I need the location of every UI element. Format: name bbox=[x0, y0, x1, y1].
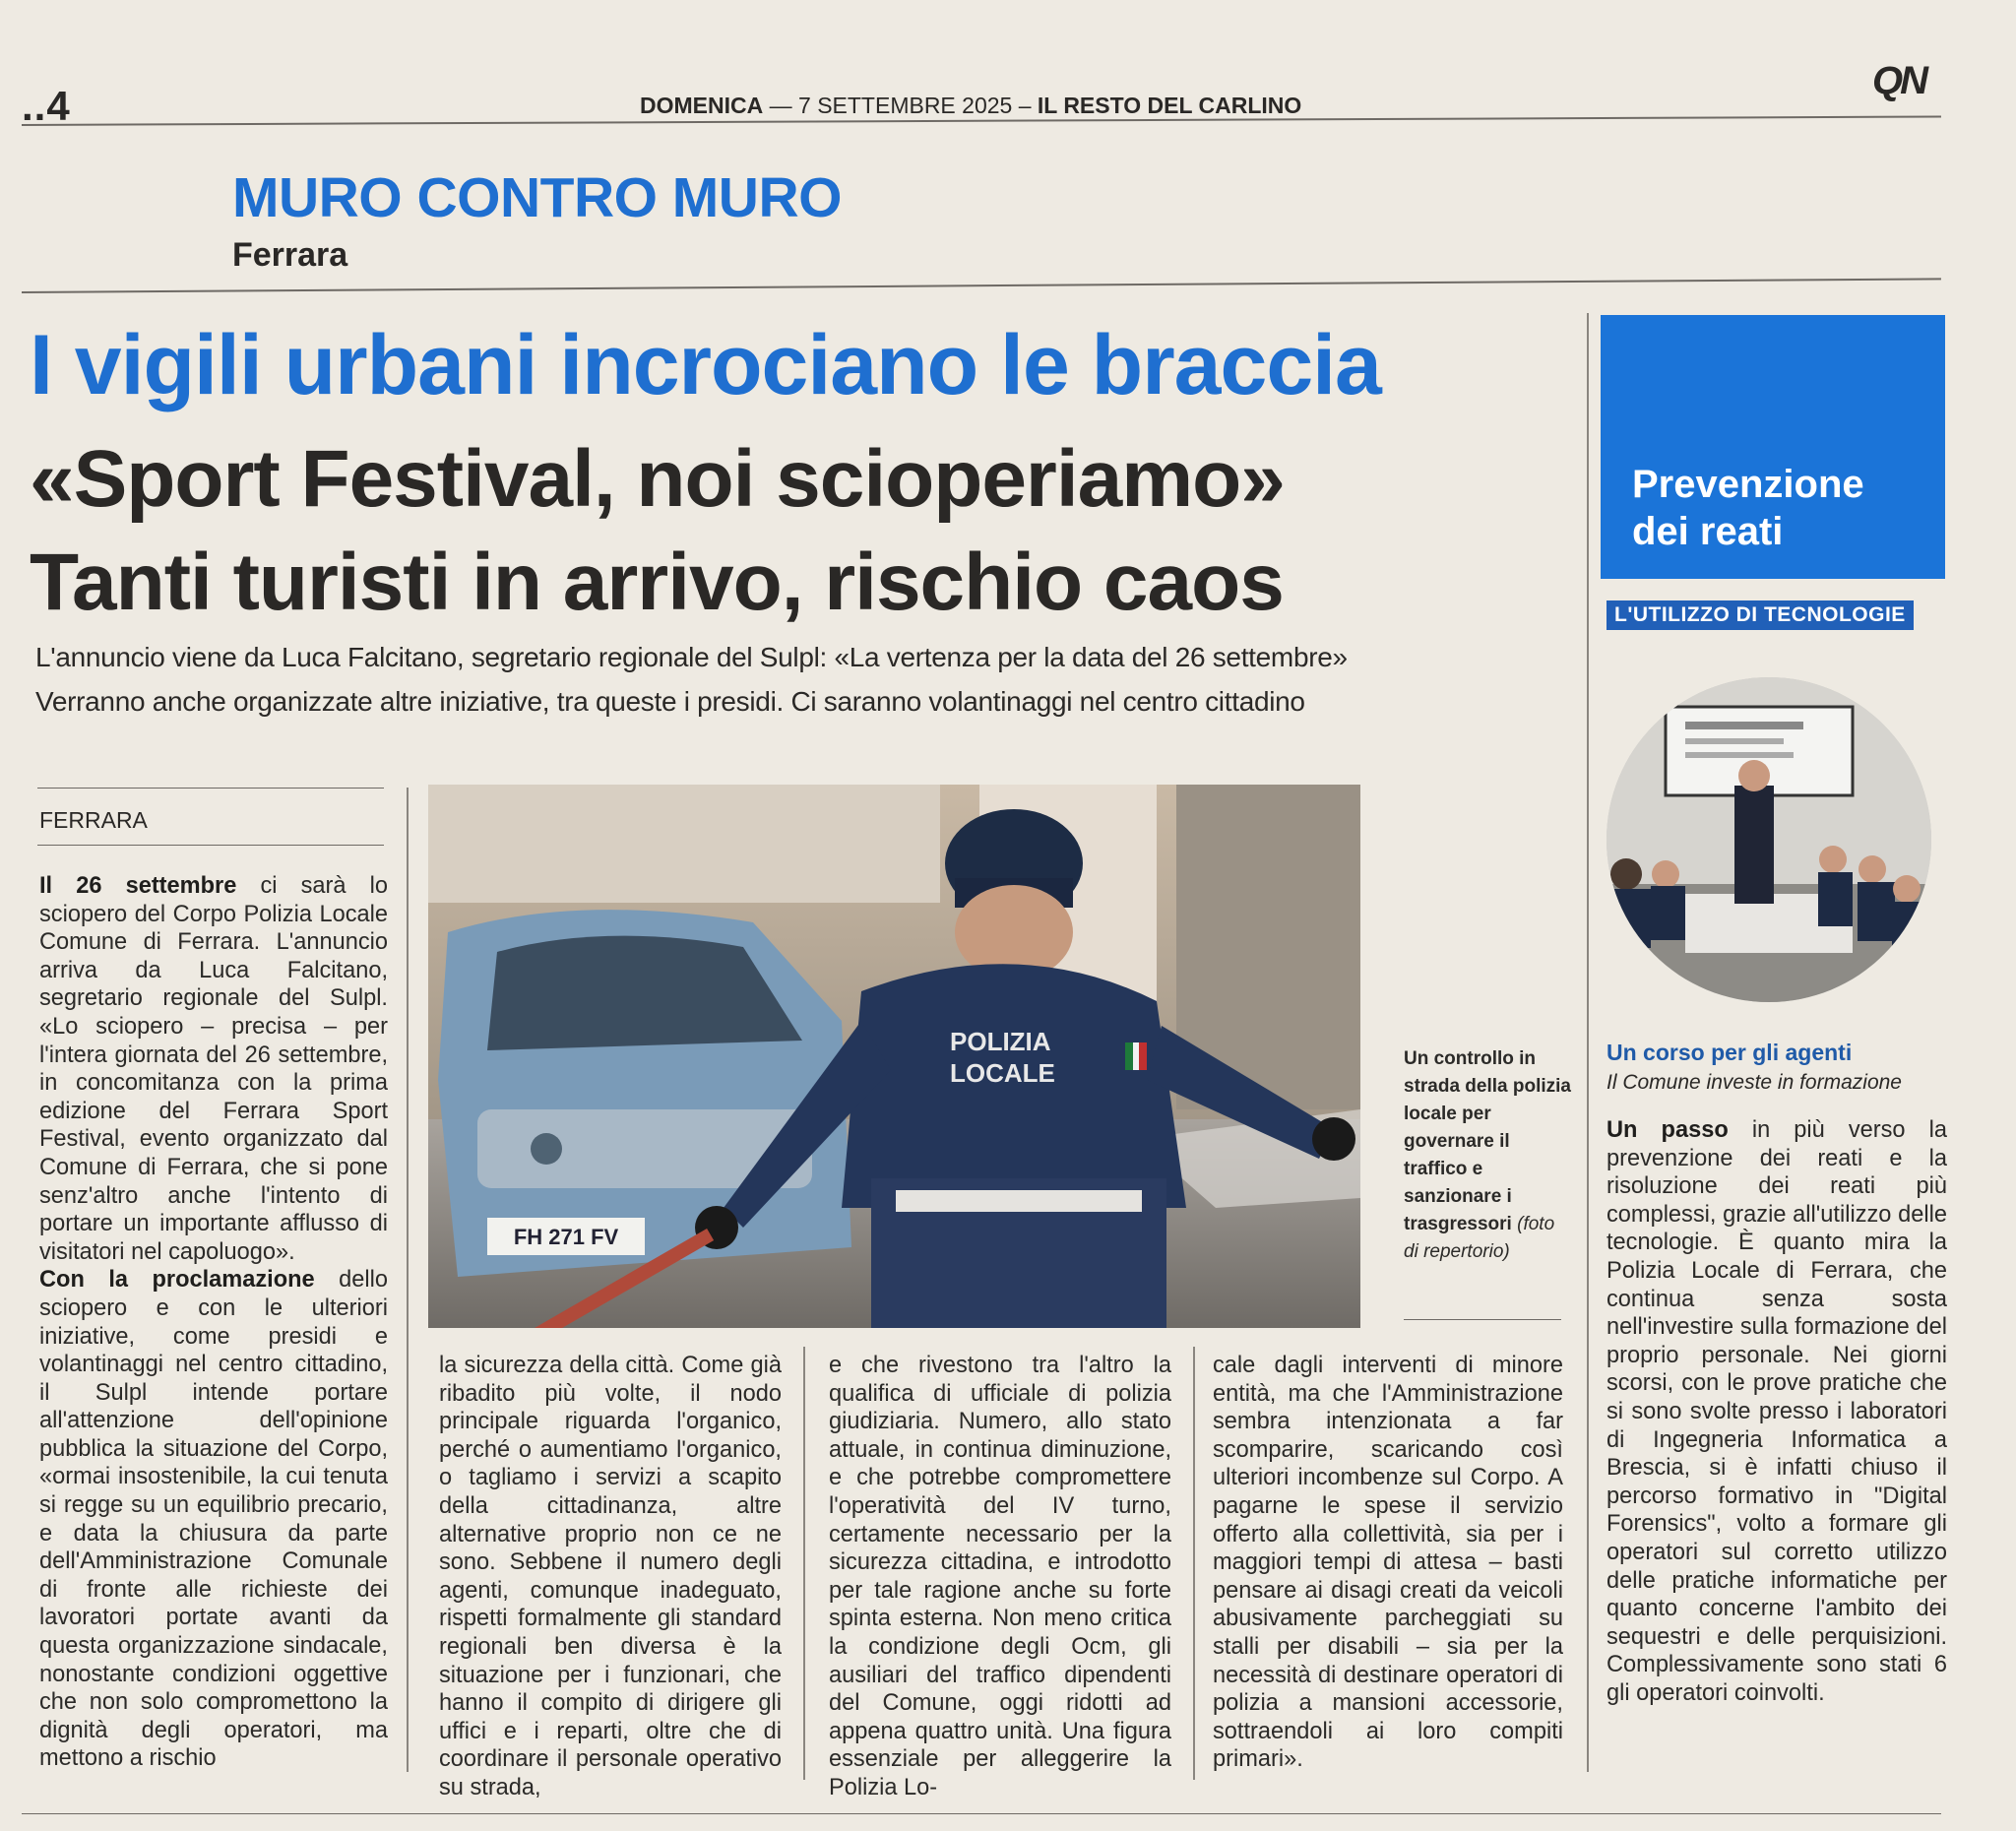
caption-rule bbox=[1404, 1319, 1561, 1320]
dateline-rule bbox=[37, 788, 384, 789]
masthead-dash-1: — bbox=[769, 93, 799, 118]
sidebar-text: in più verso la prevenzione dei reati e la risoluzione dei reati più complessi, grazie all'utilizzo delle tecnologie. È quanto mira la Polizia Locale di Ferrara, che continua senza sosta nell'investire sulla formazione del proprio personale. Nei giorni scorsi, con le prove pratiche che si sono svolte presso i laboratori di Ingegneria Informatica a Brescia, si è infatti chiuso il percorso formativo in "Digital Forensics", volto a formare gli operatori sul corretto utilizzo delle pratiche informatiche per quanto concerne l'ambito dei sequestri e delle perquisizioni. Complessivamente sono stati 6 gli operatori coinvolti. bbox=[1606, 1117, 1947, 1706]
headline-line-1: I vigili urbani incrociano le braccia bbox=[30, 318, 1381, 412]
headline-line-2: «Sport Festival, noi scioperiamo» bbox=[30, 434, 1285, 524]
sidebar-title-line-2: dei reati bbox=[1632, 510, 1784, 553]
paragraph-1-lead: Il 26 settembre bbox=[39, 873, 237, 899]
section-title: MURO CONTRO MURO bbox=[232, 166, 842, 229]
column-divider-2 bbox=[803, 1347, 805, 1780]
vest-text-polizia: POLIZIA bbox=[950, 1027, 1051, 1056]
photo-illustration bbox=[428, 785, 1360, 1328]
article-paragraph-2 bbox=[39, 1266, 388, 1773]
dateline-rule-2 bbox=[37, 845, 384, 846]
sidebar-divider bbox=[1587, 313, 1589, 1772]
article-column-3 bbox=[829, 1352, 1171, 1802]
section-city: Ferrara bbox=[232, 236, 348, 274]
subhead-line-1: L'annuncio viene da Luca Falcitano, segretario regionale del Sulpl: «La vertenza per la data del 26 settembre» bbox=[35, 642, 1348, 672]
photo-caption-text: Un controllo in strada della polizia locale per governare il traffico e sanzionare i trasgressori bbox=[1404, 1048, 1571, 1234]
photo-caption bbox=[1404, 1045, 1571, 1266]
masthead-paper: IL RESTO DEL CARLINO bbox=[1037, 93, 1302, 118]
police-officer-photo bbox=[428, 785, 1360, 1328]
masthead-dash-2: – bbox=[1018, 93, 1038, 118]
article-column-1 bbox=[39, 872, 388, 1773]
sidebar-box bbox=[1601, 315, 1945, 579]
column-divider-1 bbox=[407, 788, 409, 1772]
dateline-bar bbox=[640, 93, 1301, 119]
paragraph-2-text: dello sciopero e con le ulteriori iniziative, come presidi e volantinaggi nel centro cittadino, il Sulpl intende portare all'attenzione dell'opinione pubblica la situazione del Corpo, «ormai insostenibile, la cui tenuta si regge su un equilibrio precario, e data la chiusura da parte dell'Amministrazione Comunale di fronte alle richieste dei lavoratori portate avanti da questa organizzazione sindacale, nonostante condizioni oggettive che non solo compromettono la dignità degli operatori, ma mettono a rischio bbox=[39, 1267, 389, 1772]
page-number: ..4 bbox=[22, 83, 71, 129]
vest-text-locale: LOCALE bbox=[950, 1058, 1055, 1088]
sidebar-paragraph bbox=[1606, 1116, 1947, 1707]
column-divider-3 bbox=[1193, 1347, 1195, 1780]
sidebar-photo-subtitle: Il Comune investe in formazione bbox=[1606, 1071, 1902, 1094]
article-column-2 bbox=[439, 1352, 782, 1802]
sidebar-circle-photo bbox=[1606, 677, 1931, 1002]
footer-rule bbox=[22, 1813, 1941, 1814]
photo-caption-credit: (foto di repertorio) bbox=[1404, 1214, 1555, 1262]
subhead-line-2: Verranno anche organizzate altre iniziative, tra queste i presidi. Ci saranno volantinaggi nel centro cittadino bbox=[35, 686, 1305, 717]
qn-logo: QN bbox=[1872, 59, 1925, 102]
article-paragraph-1 bbox=[39, 872, 388, 1266]
column-3-text: e che rivestono tra l'altro la qualifica di ufficiale di polizia giudiziaria. Numero, allo stato attuale, in continua diminuzione, e che potrebbe compromettere l'operatività del IV turno, certamente necessario per la sicurezza cittadina, e introdotto per tale ragione anche su forte spinta esterna. Non meno critica la condizione degli Ocm, gli ausiliari del traffico dipendenti del Comune, oggi ridotti ad appena quattro unità. Una figura essenziale per alleggerire la Polizia Lo- bbox=[829, 1353, 1171, 1800]
sidebar-title-line-1: Prevenzione bbox=[1632, 463, 1864, 506]
column-4-text: cale dagli interventi di minore entità, ma che l'Amministrazione sembra intenzionata a far scomparire, scaricando così ulteriori incombenze sul Corpo. A pagarne le spese il servizio offerto alla collettività, sia per i maggiori tempi di attesa – basti pensare ai disagi creati da veicoli abusivamente parcheggiati su stalli per disabili – sia per la necessità di destinare operatori di polizia a mansioni accessorie, sottraendoli ai loro compiti primari». bbox=[1213, 1353, 1563, 1773]
article-column-4 bbox=[1213, 1352, 1563, 1774]
paragraph-2-lead: Con la proclamazione bbox=[39, 1267, 315, 1294]
masthead-date: 7 SETTEMBRE 2025 bbox=[798, 93, 1013, 118]
dateline: FERRARA bbox=[39, 807, 148, 833]
sidebar-photo-title: Un corso per gli agenti bbox=[1606, 1040, 1853, 1065]
license-plate: FH 271 FV bbox=[513, 1225, 619, 1249]
headline-line-3: Tanti turisti in arrivo, rischio caos bbox=[30, 537, 1284, 627]
sidebar-article bbox=[1606, 1116, 1947, 1707]
sidebar-tag: L'UTILIZZO DI TECNOLOGIE bbox=[1606, 600, 1914, 630]
masthead-day: DOMENICA bbox=[640, 93, 764, 118]
sidebar-lead: Un passo bbox=[1606, 1117, 1729, 1143]
paragraph-1-text: ci sarà lo sciopero del Corpo Polizia Locale Comune di Ferrara. L'annuncio arriva da Luca Falcitano, segretario regionale del Sulpl. «Lo sciopero – precisa – per l'intera giornata del 26 settembre, in concomitanza con la prima edizione del Ferrara Sport Festival, evento organizzato dal Comune di Ferrara, che si pone senz'altro anche l'intento di portare un importante afflusso di visitatori nel capoluogo». bbox=[39, 873, 388, 1265]
column-2-text: la sicurezza della città. Come già ribadito più volte, il nodo principale riguarda l'organico, perché o aumentiamo l'organico, o tagliamo i servizi a scapito della cittadinanza, altre alternative proprio non ce ne sono. Sebbene il numero degli agenti, comunque inadeguato, rispetti formalmente gli standard regionali ben diversa è la situazione per i funzionari, che hanno il compito di dirigere gli uffici e i reparti, oltre che di coordinare il personale operativo su strada, bbox=[439, 1353, 782, 1800]
training-room-illustration bbox=[1606, 677, 1931, 1002]
section-rule bbox=[22, 278, 1941, 293]
